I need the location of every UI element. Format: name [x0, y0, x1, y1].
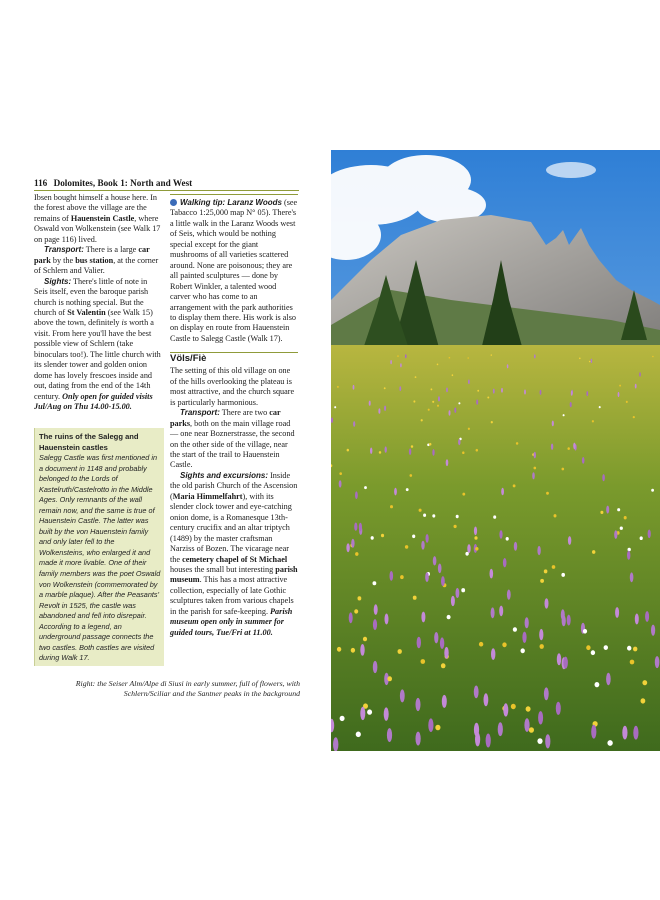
vols-sights: Sights and excursions: Inside the old parish Church of the Ascension (Maria Himmelfahrt), with its slender clock tower and eye-catching onion dome, is a Romanesque 13th-century crucifix and an altar triptych (1489) by the master craftsman Narziss of Bozen. The vicarage near the cemetery chapel of St Michael houses the small but interesting parish museum. This has a most attractive collection, especially of late Gothic sculptures taken from various chapels in the parish for safe-keeping. Parish museum open only in summer for guided tours, Tue/Fri at 11.00.: [170, 470, 298, 637]
flower: [628, 548, 631, 552]
flower: [399, 386, 401, 391]
flower: [437, 405, 439, 407]
box-body: Salegg Castle was first mentioned in a document in 1148 and probably belonged to the Lords of Kastelruth/Castelrotto in the Middle Ages. Only remnants of the wall remain now, and the same is true of Hauenstein Castle. The latter was built by the von Hauenstein family and only later fell to the Wolkensteins, who enlarged it and made it more livable. One of their family members was the poet Oswald von Wolkenstein (commemorated by a marble plaque). After the Peasants' Revolt in 1525, the castle was abandoned and fell into disrepair. According to a legend, an underground passage connects the two castles. Both castles are visited during Walk 17.: [39, 453, 161, 663]
flower: [525, 617, 529, 628]
page-header: [34, 178, 299, 191]
flower: [339, 472, 342, 475]
flower: [626, 401, 628, 403]
flower: [384, 707, 389, 720]
flower: [346, 543, 349, 552]
flower: [425, 572, 429, 582]
flower: [491, 607, 495, 618]
flower: [428, 409, 430, 411]
flower: [413, 596, 417, 600]
flower: [458, 439, 460, 445]
flower: [582, 457, 585, 464]
tip-bottom-rule: [170, 352, 298, 353]
flower: [544, 687, 549, 700]
flower: [417, 637, 421, 649]
flower: [358, 596, 362, 600]
flower: [381, 534, 384, 538]
flower: [619, 385, 621, 387]
flower: [633, 647, 637, 652]
flower: [630, 660, 635, 665]
flower: [462, 451, 464, 454]
flower: [545, 598, 549, 608]
flower: [360, 644, 364, 656]
flower: [618, 392, 620, 397]
flower: [521, 648, 525, 653]
flower: [622, 726, 627, 740]
flower: [490, 569, 494, 579]
flower: [428, 718, 433, 732]
flower: [476, 400, 478, 405]
flower: [501, 488, 504, 496]
flower: [568, 536, 571, 545]
flower: [370, 448, 372, 454]
flower: [467, 544, 470, 553]
flower: [398, 649, 402, 654]
flower: [369, 401, 371, 406]
flower: [620, 527, 623, 530]
flower: [340, 716, 345, 721]
photo-caption: Right: the Seiser Alm/Alpe di Siusi in early summer, full of flowers, with Schlern/Sciliar and the Santner peaks in the background: [75, 679, 300, 698]
flower: [432, 401, 434, 403]
meadow-photo: [331, 150, 660, 751]
flower: [474, 536, 477, 540]
flower: [474, 686, 479, 699]
flower: [544, 569, 548, 573]
flower: [557, 653, 561, 665]
flower: [534, 354, 536, 358]
flower: [579, 358, 581, 360]
flower: [347, 449, 349, 452]
flower: [415, 376, 417, 378]
flower: [476, 449, 478, 452]
flower: [651, 489, 654, 492]
flower: [359, 523, 362, 531]
flower: [624, 516, 627, 519]
flower: [615, 607, 619, 618]
flower: [534, 467, 537, 470]
flower: [371, 536, 374, 540]
flower: [540, 644, 544, 649]
flower: [484, 693, 489, 706]
flower: [571, 391, 573, 396]
flower: [501, 388, 503, 393]
flower: [534, 452, 536, 459]
flower: [434, 632, 438, 643]
flower: [514, 542, 517, 551]
flower: [591, 725, 596, 739]
flower: [507, 364, 509, 368]
flower: [432, 449, 434, 456]
flower: [651, 625, 655, 636]
flower: [387, 728, 392, 742]
alpine-meadow-image: [331, 150, 660, 751]
flower: [356, 732, 361, 738]
flower: [454, 408, 456, 413]
flower: [421, 612, 425, 623]
flower: [333, 737, 338, 751]
flower: [491, 354, 492, 356]
flower: [410, 474, 413, 477]
flower: [384, 406, 386, 411]
flower: [390, 571, 394, 581]
bullet-dot-icon: [170, 199, 177, 206]
flower: [468, 380, 470, 385]
flower: [604, 645, 608, 650]
flower: [487, 397, 489, 399]
castles-box: [34, 428, 164, 666]
flower: [397, 355, 399, 357]
flower: [513, 627, 517, 632]
flower: [568, 447, 570, 450]
flower: [421, 419, 423, 421]
flower: [419, 509, 422, 512]
middle-column: [170, 198, 298, 638]
flower: [451, 596, 455, 606]
flower: [467, 357, 469, 359]
walking-tip: Walking tip: Laranz Woods (see Tabacco 1:25,000 map N° 05). There's a little walk in the Laranz Woods west of Seis, which would be nothing special except for the giant mushrooms of all varieties scattered around. None are poisonous; they are all painted sculptures — done by Robert Winkler, a talented wood carver who has come to an arrangement with the park authorities to display them there. His work is also on display en route from Hauenstein Castle to Salegg Castle (Walk 17).: [170, 198, 298, 343]
flower: [599, 406, 601, 408]
left-column: [34, 193, 162, 413]
flower: [438, 564, 442, 574]
flower: [411, 445, 413, 448]
flower: [373, 581, 377, 585]
flower: [645, 611, 649, 622]
flower: [537, 546, 540, 555]
flower: [446, 388, 448, 393]
flower: [390, 360, 392, 364]
flower: [440, 637, 444, 649]
flower: [449, 410, 451, 415]
flower: [378, 408, 380, 413]
flower: [532, 472, 535, 479]
flower: [355, 552, 358, 556]
flower: [633, 726, 638, 740]
flower: [640, 536, 643, 540]
flower: [655, 656, 660, 668]
flower: [554, 514, 557, 517]
flower: [511, 704, 516, 709]
flower: [349, 612, 353, 623]
flower: [499, 530, 502, 539]
flower: [486, 734, 491, 748]
flower: [567, 615, 571, 626]
flower: [493, 515, 496, 518]
flower: [390, 505, 393, 508]
flower: [589, 361, 591, 363]
flower: [493, 389, 495, 394]
flower: [421, 541, 424, 550]
flower: [606, 506, 609, 514]
flower: [437, 364, 439, 366]
flower: [551, 444, 553, 450]
flower: [355, 491, 358, 499]
flower: [444, 647, 448, 659]
flower: [456, 515, 459, 518]
walking-tip-title: Walking tip: Laranz Woods: [180, 198, 282, 207]
flower: [337, 647, 341, 652]
flower: [491, 648, 495, 660]
flower: [561, 609, 565, 620]
flower: [354, 609, 358, 613]
flower: [413, 400, 415, 402]
flower: [431, 388, 433, 390]
flower: [524, 390, 526, 395]
flower: [503, 703, 508, 716]
tip-top-rule: [170, 194, 298, 195]
flower: [334, 406, 336, 408]
flower: [561, 573, 565, 577]
flower: [562, 468, 565, 471]
flower: [552, 565, 556, 569]
flower: [602, 474, 605, 481]
flower: [516, 442, 518, 445]
flower: [491, 421, 493, 423]
flower: [546, 492, 549, 495]
flower: [385, 614, 389, 625]
flower: [394, 488, 397, 496]
flower: [442, 695, 447, 708]
flower: [405, 545, 408, 549]
flower: [591, 359, 593, 363]
flower: [400, 689, 405, 702]
flower: [606, 673, 611, 685]
flower: [331, 417, 333, 423]
vols-transport: Transport: There are two car parks, both on the main village road — one near Boznerstrasse, the second on the other side of the village, near the start of the trail to Hauenstein Castle.: [170, 408, 295, 470]
flower: [432, 514, 435, 517]
flower: [607, 740, 612, 746]
flower: [435, 725, 440, 731]
box-title: The ruins of the Salegg and Hauenstein castles: [39, 432, 139, 452]
flower: [339, 480, 342, 487]
flower: [462, 493, 465, 496]
flower: [409, 448, 411, 455]
flower: [468, 428, 470, 430]
flower: [556, 702, 561, 715]
flower: [529, 727, 534, 733]
sights-paragraph: Sights: There's little of note in Seis itself, even the baroque parish church is nothing special. But the church of St Valentin (see Walk 15) above the town, definitely is worth a visit. From here you'll have the best possible view of Schlern (take binoculars too!). The little church with its slender tower and golden onion dome has lovely frescoes inside and out, dating from the end of the 14th century. Only open for guided visits Jul/Aug on Thu 14.00-15.00.: [34, 276, 161, 412]
flower: [351, 539, 354, 548]
flower: [503, 558, 507, 567]
flower: [458, 402, 460, 404]
flower: [498, 722, 503, 736]
flower: [351, 648, 355, 653]
flower: [423, 514, 426, 517]
flower: [563, 414, 565, 416]
flower: [592, 550, 595, 554]
flower: [367, 709, 372, 714]
flower: [353, 421, 355, 427]
flower: [400, 363, 402, 367]
flower: [474, 723, 479, 737]
flower: [586, 391, 588, 396]
flower: [416, 698, 421, 711]
running-title: Dolomites, Book 1: North and West: [53, 178, 193, 188]
flower: [438, 396, 440, 401]
flower: [387, 676, 392, 681]
flower: [635, 384, 637, 389]
intro-paragraph: Ibsen bought himself a house here. In the forest above the village are the remains of Hauenstein Castle, where Oswald von Wolkenstein (see Walk 17 on page 116) lived.: [34, 193, 161, 244]
flower: [405, 354, 407, 358]
flower: [633, 416, 635, 418]
flower: [614, 530, 617, 539]
flower: [545, 734, 550, 748]
flower: [539, 629, 543, 640]
flower: [537, 738, 542, 744]
flower: [652, 356, 654, 358]
flower: [446, 459, 449, 466]
flower: [648, 530, 651, 539]
flower: [454, 525, 457, 528]
flower: [641, 698, 646, 703]
flower: [426, 534, 429, 543]
flower: [337, 386, 339, 388]
flower: [465, 552, 468, 556]
flower: [507, 590, 511, 600]
flower: [449, 357, 451, 359]
flower: [441, 663, 446, 668]
flower: [583, 629, 587, 634]
flower: [456, 588, 460, 598]
flower: [373, 619, 377, 630]
flower: [591, 650, 595, 655]
flower: [474, 527, 477, 536]
flower: [595, 682, 600, 687]
flower: [627, 646, 631, 651]
flower: [384, 387, 386, 389]
flower: [586, 645, 590, 650]
transport-paragraph: Transport: There is a large car park by the bus station, at the corner of Schlern and Valier.: [34, 245, 159, 276]
flower: [447, 615, 451, 619]
flower: [400, 575, 404, 579]
flower: [540, 579, 544, 583]
flower: [592, 420, 594, 422]
flower: [642, 680, 647, 685]
vols-intro: The setting of this old village on one of the hills overlooking the plateau is most attractive, and the church square is particularly harmonious.: [170, 366, 295, 407]
flower: [477, 390, 479, 392]
flower: [364, 486, 367, 489]
flower: [406, 488, 409, 491]
flower: [433, 556, 437, 565]
flower: [416, 732, 421, 746]
flower: [412, 535, 415, 539]
flower: [635, 614, 639, 625]
flower: [617, 508, 620, 511]
flower: [421, 659, 426, 664]
flower: [526, 706, 531, 711]
flower: [360, 707, 365, 720]
flower: [461, 588, 465, 592]
flower: [373, 661, 378, 673]
flower: [552, 421, 554, 427]
page-number: 116: [34, 178, 48, 188]
flower: [513, 484, 516, 487]
flower: [441, 576, 445, 586]
flower: [600, 511, 603, 514]
flower: [353, 385, 355, 390]
flower: [354, 523, 357, 531]
section-heading-vols: Völs/Fiè: [170, 353, 207, 365]
flower: [538, 711, 543, 724]
flower: [429, 443, 431, 446]
flower: [374, 604, 378, 615]
flower: [627, 551, 630, 560]
flower: [540, 390, 542, 395]
flower: [630, 572, 634, 582]
flower: [522, 632, 526, 643]
flower: [379, 451, 381, 454]
flower: [479, 642, 483, 647]
flower: [639, 372, 641, 376]
flower: [499, 606, 503, 617]
flower: [502, 642, 506, 647]
flower: [363, 637, 367, 642]
flower: [385, 446, 387, 452]
flower: [570, 402, 572, 407]
flower: [573, 443, 575, 449]
flower: [506, 537, 509, 541]
flower: [452, 374, 454, 376]
flower: [524, 718, 529, 732]
flower: [563, 657, 568, 669]
flower: [475, 547, 478, 551]
